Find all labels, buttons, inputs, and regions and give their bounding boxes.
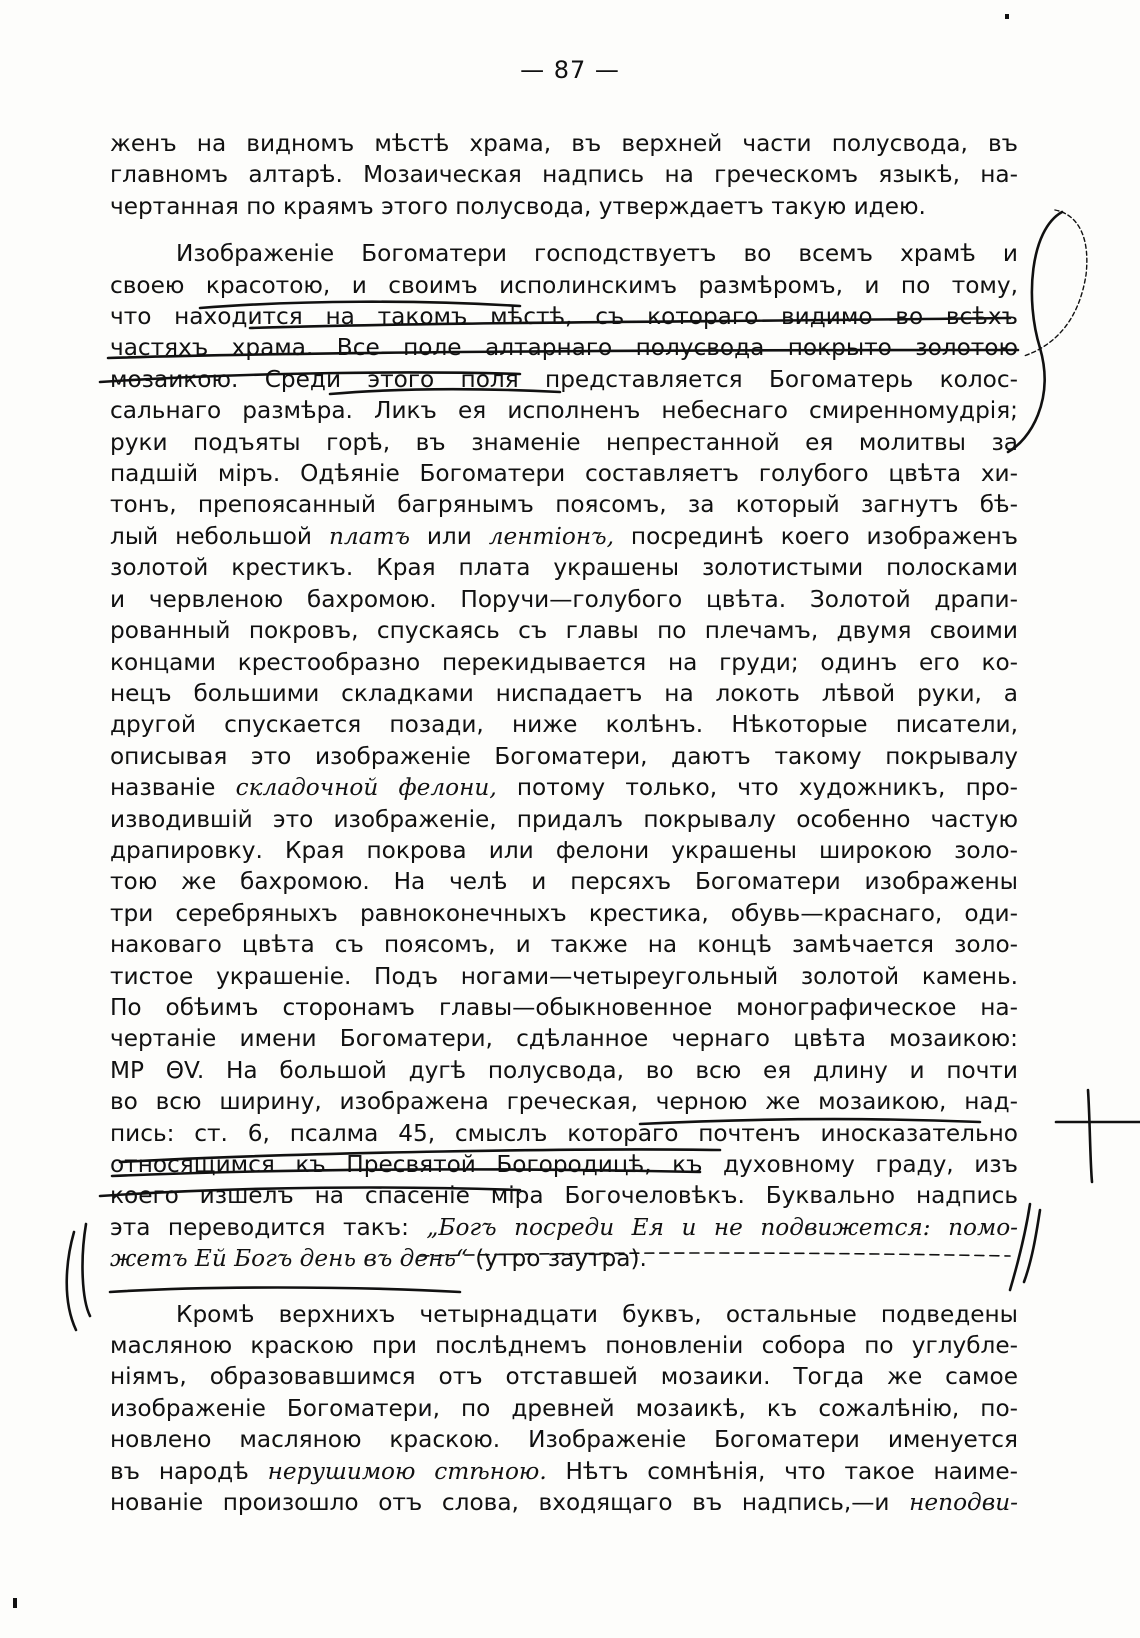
underline-mark xyxy=(330,389,560,394)
text-line: падшій міръ. Одѣяніе Богоматери составляетъ голубого цвѣта хи- xyxy=(110,460,1018,488)
text-line: своею красотою, и своимъ исполинскимъ размѣромъ, и по тому, xyxy=(110,271,1018,299)
margin-stroke xyxy=(83,1224,90,1316)
underline-mark xyxy=(200,302,520,308)
text-line: сальнаго размѣра. Ликъ ея исполненъ небеснаго смиренномудрія; xyxy=(110,397,1018,425)
underline-mark xyxy=(420,1253,1010,1256)
page-number: — 87 — xyxy=(520,56,620,84)
quote-text: „Богъ посреди Ея и не подвижется: помо- xyxy=(426,1213,1018,1241)
text-line: нованіе произошло отъ слова, входящаго въ надпись,—и неподви- xyxy=(110,1489,1019,1517)
italic-term: неподви- xyxy=(909,1489,1019,1517)
italic-term: нерушимою стѣною. xyxy=(267,1457,547,1485)
text-line: тистое украшеніе. Подъ ногами—четыреугольный золотой камень. xyxy=(110,962,1018,990)
text-line: что находится на такомъ мѣстѣ, съ котораго видимо во всѣхъ xyxy=(110,303,1018,331)
text-line: новлено масляною краскою. Изображеніе Богоматери именуется xyxy=(110,1426,1018,1454)
text-line: относящимся къ Пресвятой Богородицѣ, къ духовному граду, изъ xyxy=(110,1151,1018,1178)
italic-term: платъ xyxy=(328,522,410,550)
underline-mark xyxy=(100,373,520,382)
text-line: По обѣимъ сторонамъ главы—обыкновенное монографическое на- xyxy=(110,993,1018,1021)
text-line: Изображеніе Богоматери господствуетъ во всемъ храмѣ и xyxy=(176,240,1018,268)
text-line: тою же бахромою. На челѣ и персяхъ Богоматери изображены xyxy=(110,868,1018,896)
text-line: три серебряныхъ равноконечныхъ крестика, обувь—краснаго, оди- xyxy=(110,899,1018,927)
underline-mark xyxy=(112,1169,700,1176)
text-line: жетъ Ей Богъ день въ день“ (утро заутра). xyxy=(110,1245,647,1273)
italic-term: лентіонъ, xyxy=(488,522,614,550)
italic-term: складочной фелони, xyxy=(235,774,497,802)
underline-mark xyxy=(108,350,1018,358)
text-line: эта переводится такъ: „Богъ посреди Ея и не подвижется: помо- xyxy=(110,1213,1018,1241)
text-line: чертанная по краямъ этого полусвода, утверждаетъ такую идею. xyxy=(110,192,926,220)
quote-text: жетъ Ей Богъ день въ день“ xyxy=(110,1245,468,1273)
text-line: ніямъ, образовавшимся отъ отставшей мозаики. Тогда же самое xyxy=(110,1363,1018,1391)
print-speck xyxy=(13,1598,17,1608)
text-line: пись: ст. 6, псалма 45, смыслъ котораго почтенъ иносказательно xyxy=(110,1119,1018,1147)
text-line: главномъ алтарѣ. Мозаическая надпись на греческомъ языкѣ, на- xyxy=(110,161,1018,189)
text-line: концами крестообразно перекидывается на груди; одинъ его ко- xyxy=(110,648,1018,676)
text-line: частяхъ храма. Все поле алтарнаго полусвода покрыто золотою xyxy=(110,334,1018,362)
bracket-mark xyxy=(1024,210,1087,356)
text-line: въ народѣ нерушимою стѣною. Нѣтъ сомнѣнія, что такое наиме- xyxy=(110,1457,1019,1485)
text-line: масляною краскою при послѣднемъ поновленіи собора по углубле- xyxy=(110,1332,1018,1360)
underline-mark xyxy=(120,1150,720,1163)
underline-mark xyxy=(110,1288,460,1293)
text-line: названіе складочной фелони, потому только, что художникъ, про- xyxy=(110,774,1019,802)
text-line: рованный покровъ, спускаясь съ главы по плечамъ, двумя своими xyxy=(110,617,1018,645)
text-line: руки подъяты горѣ, въ знаменіе непрестанной ея молитвы за xyxy=(110,428,1018,456)
text-line: женъ на видномъ мѣстѣ храма, въ верхней части полусвода, въ xyxy=(110,130,1018,157)
text-line: во всю ширину, изображена греческая, черною же мозаикою, над- xyxy=(110,1088,1018,1116)
text-line: золотой крестикъ. Края плата украшены золотистыми полосками xyxy=(110,554,1018,582)
text-line: и червленою бахромою. Поручи—голубого цвѣта. Золотой драпи- xyxy=(110,585,1018,613)
text-line: драпировку. Края покрова или фелони украшены широкою золо- xyxy=(110,836,1018,864)
text-line: чертаніе имени Богоматери, сдѣланное чернаго цвѣта мозаикою: xyxy=(110,1025,1018,1053)
text-line: наковаго цвѣта съ поясомъ, и также на концѣ замѣчается золо- xyxy=(110,931,1018,959)
underline-mark xyxy=(640,1119,980,1124)
text-line: мозаикою. Среди этого поля представляется Богоматерь колос- xyxy=(110,365,1018,393)
text-line: тонъ, препоясанный багрянымъ поясомъ, за который загнутъ бѣ- xyxy=(110,491,1018,519)
bracket-mark xyxy=(1008,212,1062,452)
text-line: изводившій это изображеніе, придалъ покрывалу особенно частую xyxy=(110,805,1018,833)
text-line: МР ΘV. На большой дугѣ полусвода, во всю ея длину и почти xyxy=(110,1056,1018,1084)
text-line: нецъ большими складками ниспадаетъ на локоть лѣвой руки, а xyxy=(110,679,1018,707)
underline-mark xyxy=(100,1188,520,1196)
text-line: другой спускается позади, ниже колѣнъ. Нѣкоторые писатели, xyxy=(110,711,1018,739)
print-speck xyxy=(1005,14,1009,19)
text-line: изображеніе Богоматери, по древней мозаикѣ, къ сожалѣнію, по- xyxy=(110,1394,1018,1422)
margin-stroke xyxy=(67,1232,76,1330)
text-line: коего изшелъ на спасеніе міра Богочеловѣкъ. Буквально надпись xyxy=(110,1182,1018,1210)
cross-mark xyxy=(1088,1090,1092,1182)
text-line: лый небольшой платъ или лентіонъ, посрединѣ коего изображенъ xyxy=(110,522,1019,550)
text-line: Кромѣ верхнихъ четырнадцати буквъ, остальные подведены xyxy=(176,1300,1018,1328)
underline-mark xyxy=(250,318,1010,328)
text-line: описывая это изображеніе Богоматери, даютъ такому покрывалу xyxy=(110,742,1018,770)
